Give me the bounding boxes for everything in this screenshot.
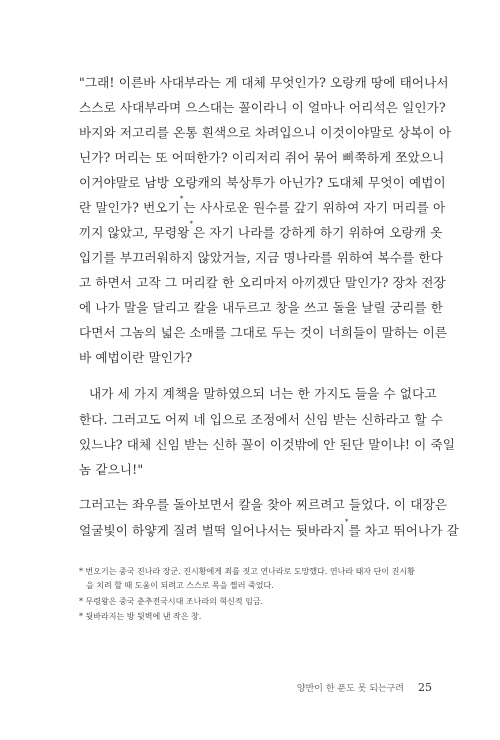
body-line: 이거야말로 남방 오랑캐의 북상투가 아닌가? 도대체 무엇이 예법이 xyxy=(79,175,446,190)
body-line: 다면서 그놈의 넓은 소매를 그대로 두는 것이 너희들이 말하는 이른 xyxy=(79,325,448,340)
body-line: 고 하면서 고작 그 머리칼 한 오리마저 아끼겠단 말인가? 장차 전장 xyxy=(79,275,446,290)
footnote: * 번오기는 중국 진나라 장군. 진시황에게 죄를 짓고 연나라로 도망했다. 연나라 태자 단이 진시황 xyxy=(79,567,415,576)
body-line xyxy=(79,195,446,216)
page-number: 25 xyxy=(418,681,432,694)
footnote: * 뒷바라지는 방 뒷벽에 낸 작은 창. xyxy=(79,612,202,621)
body-text: 얼굴빛이 하얗게 질려 벌떡 일어나서는 뒷바라지 xyxy=(79,523,345,538)
footnote: 을 치려 할 때 도움이 되려고 스스로 목을 찔러 죽었다. xyxy=(86,581,274,590)
body-line: 그러고는 좌우를 돌아보면서 칼을 찾아 찌르려고 들었다. 이 대장은 xyxy=(79,497,448,512)
body-line: 내가 세 가지 계책을 말하였으되 너는 한 가지도 들을 수 없다고 xyxy=(89,386,437,401)
body-line xyxy=(79,518,459,539)
body-line: 바 예법이란 말인가? xyxy=(79,350,193,365)
footnote: * 무령왕은 중국 춘추전국시대 조나라의 혁신적 임금. xyxy=(79,597,264,606)
footnote-mark: * xyxy=(189,220,194,228)
body-line xyxy=(79,220,443,241)
body-text: 를 차고 뛰어나가 갈 xyxy=(348,523,459,538)
body-text: 란 말인가? 번오기 xyxy=(79,200,180,215)
footnote-mark: * xyxy=(344,518,349,526)
body-line: 놈 같으니!" xyxy=(79,462,144,477)
body-line: 스스로 사대부라며 으스대는 꼴이라니 이 얼마나 어리석은 일인가? xyxy=(79,100,446,115)
body-line: 에 나가 말을 달리고 칼을 내두르고 창을 쓰고 돌을 날릴 궁리를 한 xyxy=(79,300,444,315)
body-line: 한다. 그러고도 어찌 네 입으로 조정에서 신임 받는 신하라고 할 수 xyxy=(79,412,444,427)
body-line: "그래! 이른바 사대부라는 게 대체 무엇인가? 오랑캐 땅에 태어나서 xyxy=(79,75,449,90)
body-text: 는 사사로운 원수를 갚기 위하여 자기 머리를 아 xyxy=(183,200,446,215)
running-footer xyxy=(297,681,432,694)
body-text: 은 자기 나라를 강하게 하기 위하여 오랑캐 옷 xyxy=(193,225,443,240)
body-line: 입기를 부끄러워하지 않았거늘, 지금 명나라를 위하여 복수를 한다 xyxy=(79,250,443,265)
running-title: 양반이 한 푼도 못 되는구려 xyxy=(296,684,404,694)
body-text: 끼지 않았고, 무령왕 xyxy=(79,225,190,240)
body-line: 닌가? 머리는 또 어떠한가? 이리저리 쥐어 묶어 삐쭉하게 쪼았으니 xyxy=(79,150,445,165)
footnote-mark: * xyxy=(179,195,184,203)
body-line: 있느냐? 대체 신임 받는 신하 꼴이 이것밖에 안 된단 말이냐! 이 죽일 xyxy=(79,437,456,452)
body-line: 바지와 저고리를 온통 흰색으로 차려입으니 이것이야말로 상복이 아 xyxy=(79,125,452,140)
